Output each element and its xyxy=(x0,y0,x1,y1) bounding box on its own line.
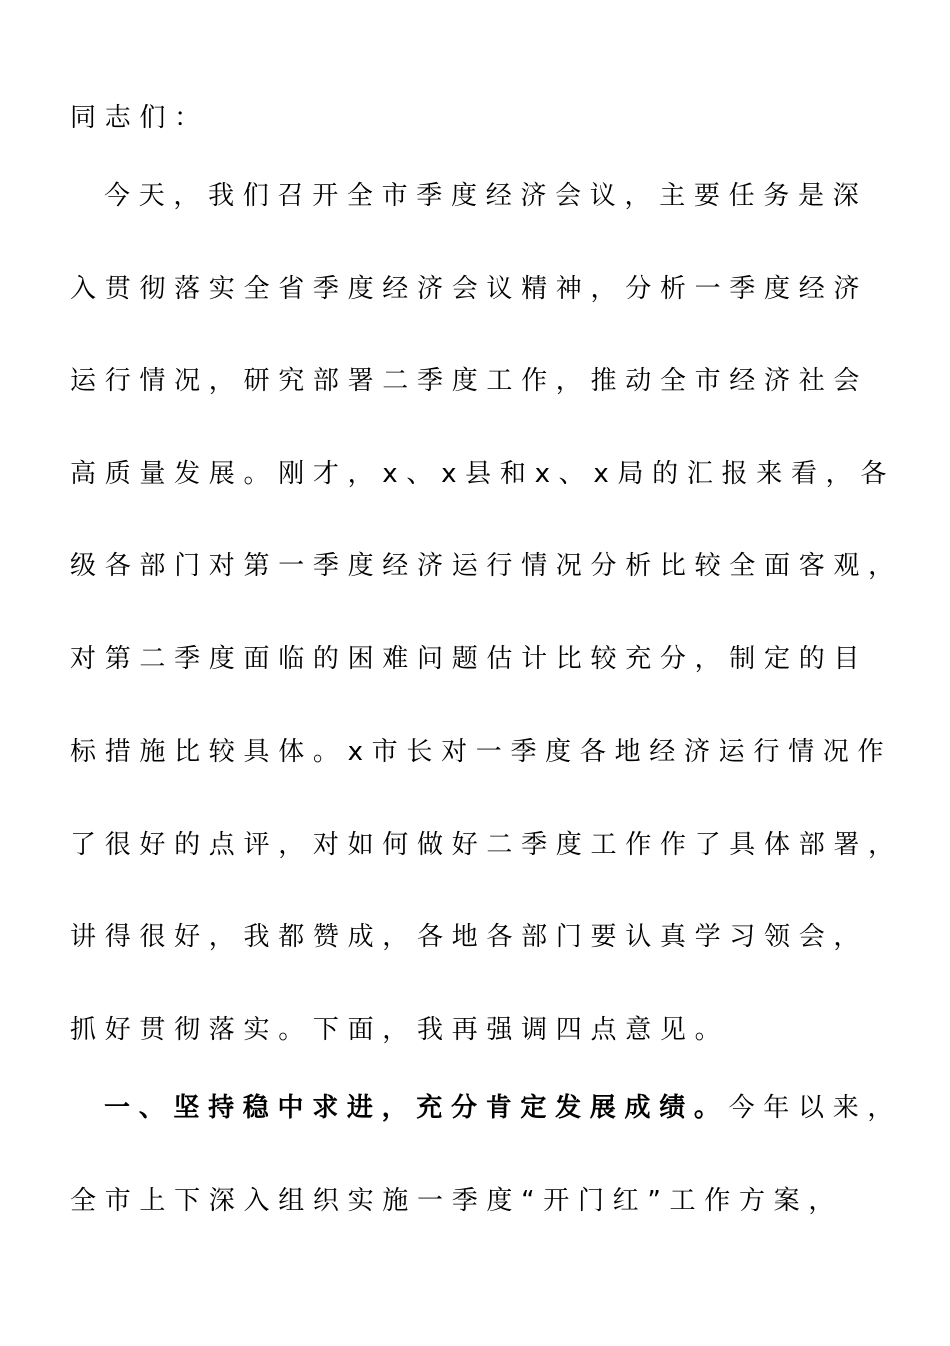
paragraph-line: 抓好贯彻落实。下面，我再强调四点意见。 xyxy=(70,1015,730,1045)
paragraph-line: 对第二季度面临的困难问题估计比较充分，制定的目 xyxy=(70,644,869,674)
paragraph-line: 讲得很好，我都赞成，各地各部门要认真学习领会， xyxy=(70,922,869,952)
section-1-heading: 一、坚持稳中求进，充分肯定发展成绩。 xyxy=(104,1093,729,1123)
section-1-line xyxy=(104,1088,902,1128)
paragraph-line: 高质量发展。刚才，x、x县和x、x局的汇报来看，各 xyxy=(70,459,896,489)
paragraph-line: 标措施比较具体。x市长对一季度各地经济运行情况作 xyxy=(70,737,893,767)
paragraph-line: 运行情况，研究部署二季度工作，推动全市经济社会 xyxy=(70,366,869,396)
paragraph-line: 今天，我们召开全市季度经济会议，主要任务是深 xyxy=(104,181,868,211)
salutation: 同志们： xyxy=(70,103,209,133)
paragraph-line: 了很好的点评，对如何做好二季度工作作了具体部署， xyxy=(70,830,903,860)
paragraph-line: 全市上下深入组织实施一季度“开门红”工作方案， xyxy=(70,1186,844,1216)
section-1-text: 今年以来， xyxy=(728,1093,903,1123)
paragraph-line: 级各部门对第一季度经济运行情况分析比较全面客观， xyxy=(70,551,903,581)
paragraph-line: 入贯彻落实全省季度经济会议精神，分析一季度经济 xyxy=(70,274,869,304)
